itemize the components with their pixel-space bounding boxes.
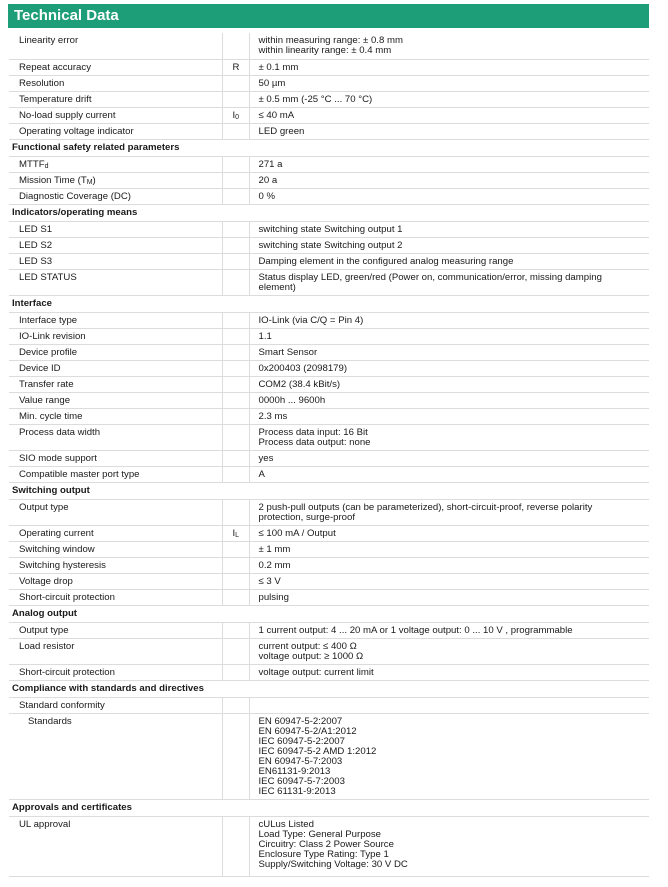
row-label bbox=[9, 172, 222, 188]
row-symbol bbox=[222, 312, 249, 328]
table-row bbox=[9, 713, 649, 799]
row-label bbox=[9, 59, 222, 75]
row-symbol bbox=[222, 123, 249, 139]
row-label-text: LED S2 bbox=[19, 239, 53, 251]
row-label-text: Temperature drift bbox=[19, 93, 92, 105]
table-row bbox=[9, 360, 649, 376]
row-symbol bbox=[222, 450, 249, 466]
row-value bbox=[249, 466, 649, 482]
table-row bbox=[9, 107, 649, 123]
row-label bbox=[9, 253, 222, 269]
row-symbol bbox=[222, 376, 249, 392]
section-header bbox=[9, 482, 649, 499]
row-symbol bbox=[222, 188, 249, 204]
row-label-text: LED STATUS bbox=[19, 271, 77, 283]
row-label bbox=[9, 638, 222, 664]
row-symbol bbox=[222, 392, 249, 408]
table-row bbox=[9, 328, 649, 344]
technical-data-table bbox=[9, 33, 649, 877]
row-value-line: IEC 61131-9:2013 bbox=[258, 785, 336, 797]
section-title bbox=[9, 680, 649, 697]
row-value-line: protection, surge-proof bbox=[258, 511, 356, 523]
row-value bbox=[249, 376, 649, 392]
row-value bbox=[249, 816, 649, 876]
table-row bbox=[9, 33, 649, 59]
row-value-line: 1 current output: 4 ... 20 mA or 1 voltage output: 0 ... 10 V , programmable bbox=[258, 624, 573, 636]
row-label bbox=[9, 664, 222, 680]
row-value bbox=[249, 408, 649, 424]
row-value-line: ± 1 mm bbox=[258, 543, 291, 555]
row-symbol bbox=[222, 573, 249, 589]
row-value bbox=[249, 450, 649, 466]
row-label bbox=[9, 360, 222, 376]
row-symbol bbox=[222, 557, 249, 573]
table-row bbox=[9, 638, 649, 664]
row-value bbox=[249, 328, 649, 344]
row-label bbox=[9, 344, 222, 360]
row-label-text: Process data width bbox=[19, 426, 101, 438]
row-value bbox=[249, 33, 649, 59]
row-value-line: Smart Sensor bbox=[258, 346, 318, 358]
table-row bbox=[9, 91, 649, 107]
row-label-text: Mission Time (T bbox=[19, 174, 87, 186]
row-value-line: EN 60947-5-7:2003 bbox=[258, 755, 343, 767]
table-row bbox=[9, 344, 649, 360]
section-header bbox=[9, 295, 649, 312]
row-value bbox=[249, 664, 649, 680]
row-label bbox=[9, 589, 222, 605]
row-symbol bbox=[222, 697, 249, 713]
row-symbol bbox=[222, 59, 249, 75]
table-row bbox=[9, 269, 649, 295]
row-symbol bbox=[222, 541, 249, 557]
row-value bbox=[249, 392, 649, 408]
row-label bbox=[9, 75, 222, 91]
row-symbol bbox=[222, 33, 249, 59]
table-row bbox=[9, 123, 649, 139]
row-value-line: Supply/Switching Voltage: 30 V DC bbox=[258, 858, 408, 870]
row-label bbox=[9, 328, 222, 344]
row-label bbox=[9, 269, 222, 295]
row-label-text: Load resistor bbox=[19, 640, 75, 652]
row-label bbox=[9, 697, 222, 713]
row-value-line: IO-Link (via C/Q = Pin 4) bbox=[258, 314, 364, 326]
section-title bbox=[9, 204, 649, 221]
row-value-line: voltage output: ≥ 1000 Ω bbox=[258, 650, 364, 662]
section-label: Compliance with standards and directives bbox=[12, 682, 204, 694]
row-value-line: Process data output: none bbox=[258, 436, 371, 448]
row-value-line: IEC 60947-5-2 AMD 1:2012 bbox=[258, 745, 377, 757]
row-value bbox=[249, 75, 649, 91]
row-label-text: Min. cycle time bbox=[19, 410, 83, 422]
row-label-text: Resolution bbox=[19, 77, 65, 89]
row-value bbox=[249, 622, 649, 638]
row-label bbox=[9, 237, 222, 253]
row-value-line: ≤ 40 mA bbox=[258, 109, 295, 121]
row-symbol bbox=[222, 91, 249, 107]
row-label bbox=[9, 450, 222, 466]
row-label-text: Diagnostic Coverage (DC) bbox=[19, 190, 131, 202]
row-value bbox=[249, 344, 649, 360]
row-symbol bbox=[222, 622, 249, 638]
table-row bbox=[9, 253, 649, 269]
table-row bbox=[9, 450, 649, 466]
row-label bbox=[9, 499, 222, 525]
row-value-line: COM2 (38.4 kBit/s) bbox=[258, 378, 341, 390]
section-header bbox=[9, 204, 649, 221]
row-symbol bbox=[222, 589, 249, 605]
row-value-line: LED green bbox=[258, 125, 305, 137]
row-symbol bbox=[222, 360, 249, 376]
row-symbol-subscript: L bbox=[235, 531, 240, 539]
row-label-text: Value range bbox=[19, 394, 71, 406]
row-label bbox=[9, 816, 222, 876]
row-label bbox=[9, 466, 222, 482]
row-symbol bbox=[222, 816, 249, 876]
table-row bbox=[9, 424, 649, 450]
row-value bbox=[249, 172, 649, 188]
table-row bbox=[9, 59, 649, 75]
row-label-text: No-load supply current bbox=[19, 109, 116, 121]
row-label bbox=[9, 541, 222, 557]
row-value-line: IEC 60947-5-2:2007 bbox=[258, 735, 345, 747]
row-symbol bbox=[222, 344, 249, 360]
row-label bbox=[9, 622, 222, 638]
row-value bbox=[249, 123, 649, 139]
row-label bbox=[9, 91, 222, 107]
row-symbol bbox=[222, 664, 249, 680]
row-value-line: within measuring range: ± 0.8 mm bbox=[258, 35, 403, 46]
row-value bbox=[249, 59, 649, 75]
row-symbol-text: I bbox=[232, 109, 236, 121]
section-label: Functional safety related parameters bbox=[12, 141, 180, 153]
row-symbol bbox=[222, 638, 249, 664]
section-title bbox=[9, 799, 649, 816]
table-row bbox=[9, 376, 649, 392]
section-header bbox=[9, 605, 649, 622]
row-value bbox=[249, 360, 649, 376]
row-label-text: Device ID bbox=[19, 362, 61, 374]
row-label-text: Device profile bbox=[19, 346, 78, 358]
row-label-text: Transfer rate bbox=[19, 378, 74, 390]
row-label bbox=[9, 123, 222, 139]
row-label bbox=[9, 424, 222, 450]
row-value-line: ± 0.5 mm (-25 °C ... 70 °C) bbox=[258, 93, 373, 105]
row-value-line: cULus Listed bbox=[258, 818, 314, 830]
row-value-line: A bbox=[258, 468, 265, 480]
section-header bbox=[9, 680, 649, 697]
row-label bbox=[9, 408, 222, 424]
table-row bbox=[9, 156, 649, 172]
row-label bbox=[9, 557, 222, 573]
row-value bbox=[249, 557, 649, 573]
section-header bbox=[9, 139, 649, 156]
row-symbol bbox=[222, 221, 249, 237]
row-value-line: Status display LED, green/red (Power on, communication/error, missing damping bbox=[258, 271, 602, 283]
row-symbol bbox=[222, 408, 249, 424]
row-label-text: LED S1 bbox=[19, 223, 53, 235]
row-value bbox=[249, 424, 649, 450]
row-label-text: Output type bbox=[19, 501, 69, 513]
row-label-text: Operating current bbox=[19, 527, 94, 539]
section-label: Switching output bbox=[12, 484, 90, 496]
row-value-line: 0.2 mm bbox=[258, 559, 291, 571]
table-row bbox=[9, 525, 649, 541]
row-label-text: Switching hysteresis bbox=[19, 559, 106, 571]
row-value-line: 1.1 bbox=[258, 330, 272, 342]
row-value bbox=[249, 589, 649, 605]
table-row bbox=[9, 573, 649, 589]
section-title bbox=[9, 605, 649, 622]
row-label bbox=[9, 33, 222, 59]
table-row bbox=[9, 312, 649, 328]
row-symbol bbox=[222, 499, 249, 525]
row-symbol bbox=[222, 328, 249, 344]
row-value-line: switching state Switching output 1 bbox=[258, 223, 403, 235]
row-symbol bbox=[222, 107, 249, 123]
row-value bbox=[249, 188, 649, 204]
row-value-line: IEC 60947-5-7:2003 bbox=[258, 775, 345, 787]
row-value-line: yes bbox=[258, 452, 274, 464]
table-row bbox=[9, 75, 649, 91]
table-row bbox=[9, 392, 649, 408]
row-label bbox=[9, 573, 222, 589]
row-label bbox=[9, 107, 222, 123]
row-label-text: Interface type bbox=[19, 314, 78, 326]
table-row bbox=[9, 557, 649, 573]
row-value bbox=[249, 499, 649, 525]
row-value bbox=[249, 253, 649, 269]
row-value-line: 0 % bbox=[258, 190, 276, 202]
row-symbol bbox=[222, 172, 249, 188]
row-label-tail: ) bbox=[92, 174, 96, 186]
table-row bbox=[9, 622, 649, 638]
row-value-line: ± 0.1 mm bbox=[258, 61, 299, 73]
row-label-text: Short-circuit protection bbox=[19, 666, 115, 678]
section-label: Analog output bbox=[12, 607, 78, 619]
page-title: Technical Data bbox=[8, 4, 649, 28]
row-symbol bbox=[222, 424, 249, 450]
section-label: Interface bbox=[12, 297, 52, 309]
row-value-line: Load Type: General Purpose bbox=[258, 828, 381, 840]
section-label: Indicators/operating means bbox=[12, 206, 138, 218]
row-label-text: Voltage drop bbox=[19, 575, 73, 587]
row-value-line: current output: ≤ 400 Ω bbox=[258, 640, 357, 652]
section-label: Approvals and certificates bbox=[12, 801, 132, 813]
section-title bbox=[9, 295, 649, 312]
row-value-line: 2.3 ms bbox=[258, 410, 288, 422]
row-symbol bbox=[222, 156, 249, 172]
row-value bbox=[249, 237, 649, 253]
row-label bbox=[9, 713, 222, 799]
table-row bbox=[9, 408, 649, 424]
row-value bbox=[249, 713, 649, 799]
row-value-line: EN 60947-5-2/A1:2012 bbox=[258, 725, 357, 737]
table-row bbox=[9, 589, 649, 605]
row-label bbox=[9, 312, 222, 328]
row-value-line: 50 µm bbox=[258, 77, 286, 89]
row-value bbox=[249, 697, 649, 713]
row-value-line: voltage output: current limit bbox=[258, 666, 374, 678]
row-value-line: EN 60947-5-2:2007 bbox=[258, 715, 343, 727]
row-symbol bbox=[222, 75, 249, 91]
row-label bbox=[9, 392, 222, 408]
row-value bbox=[249, 107, 649, 123]
row-label-text: IO-Link revision bbox=[19, 330, 86, 342]
row-value-line: 0000h ... 9600h bbox=[258, 394, 326, 406]
table-row bbox=[9, 664, 649, 680]
row-symbol bbox=[222, 253, 249, 269]
row-label-text: Repeat accuracy bbox=[19, 61, 91, 73]
row-symbol bbox=[222, 525, 249, 541]
table-row bbox=[9, 816, 649, 876]
row-value-line: pulsing bbox=[258, 591, 289, 603]
row-value bbox=[249, 269, 649, 295]
row-label-text: SIO mode support bbox=[19, 452, 97, 464]
row-value-line: element) bbox=[258, 281, 296, 293]
row-label-text: Output type bbox=[19, 624, 69, 636]
row-value bbox=[249, 221, 649, 237]
section-title bbox=[9, 139, 649, 156]
row-value-line: Circuitry: Class 2 Power Source bbox=[258, 838, 394, 850]
row-value bbox=[249, 541, 649, 557]
row-label-text: MTTF bbox=[19, 158, 45, 170]
row-value bbox=[249, 312, 649, 328]
row-value bbox=[249, 525, 649, 541]
row-value-line: 2 push-pull outputs (can be parameterized), short-circuit-proof, reverse polarity bbox=[258, 501, 593, 513]
row-value-line: 0x200403 (2098179) bbox=[258, 362, 348, 374]
table-row bbox=[9, 466, 649, 482]
table-row bbox=[9, 541, 649, 557]
table-row bbox=[9, 172, 649, 188]
row-label-text: Switching window bbox=[19, 543, 95, 555]
row-symbol bbox=[222, 466, 249, 482]
row-value bbox=[249, 156, 649, 172]
row-label bbox=[9, 221, 222, 237]
row-label-text: Linearity error bbox=[19, 35, 79, 46]
section-header bbox=[9, 799, 649, 816]
table-row bbox=[9, 221, 649, 237]
row-label-text: Compatible master port type bbox=[19, 468, 140, 480]
row-label bbox=[9, 525, 222, 541]
row-label-text: UL approval bbox=[19, 818, 71, 830]
row-value bbox=[249, 638, 649, 664]
row-value-line: 271 a bbox=[258, 158, 283, 170]
row-label-text: Standard conformity bbox=[19, 699, 105, 711]
row-value-line: ≤ 100 mA / Output bbox=[258, 527, 336, 539]
row-value-line: ≤ 3 V bbox=[258, 575, 281, 587]
row-value-line: EN61131-9:2013 bbox=[258, 765, 331, 777]
row-value-line: 20 a bbox=[258, 174, 278, 186]
row-symbol-text: R bbox=[232, 61, 240, 73]
table-row bbox=[9, 188, 649, 204]
row-value-line: Damping element in the configured analog measuring range bbox=[258, 255, 514, 267]
row-label-text: LED S3 bbox=[19, 255, 53, 267]
row-label-subscript: M bbox=[86, 178, 93, 186]
row-label bbox=[9, 156, 222, 172]
row-value-line: Process data input: 16 Bit bbox=[258, 426, 368, 438]
row-value-line: switching state Switching output 2 bbox=[258, 239, 403, 251]
row-label-text: Operating voltage indicator bbox=[19, 125, 134, 137]
table-row bbox=[9, 499, 649, 525]
row-label-subscript: d bbox=[44, 162, 49, 170]
row-symbol bbox=[222, 269, 249, 295]
row-value-line: Enclosure Type Rating: Type 1 bbox=[258, 848, 389, 860]
section-title bbox=[9, 482, 649, 499]
row-symbol-subscript: 0 bbox=[235, 113, 240, 121]
table-row bbox=[9, 237, 649, 253]
row-label bbox=[9, 188, 222, 204]
row-label-text: Short-circuit protection bbox=[19, 591, 115, 603]
row-label bbox=[9, 376, 222, 392]
row-symbol bbox=[222, 237, 249, 253]
row-value bbox=[249, 573, 649, 589]
row-symbol-text: I bbox=[232, 527, 236, 539]
row-label-text: Standards bbox=[28, 715, 72, 727]
row-value bbox=[249, 91, 649, 107]
row-symbol bbox=[222, 713, 249, 799]
table-row bbox=[9, 697, 649, 713]
row-value-line: within linearity range: ± 0.4 mm bbox=[258, 45, 392, 56]
